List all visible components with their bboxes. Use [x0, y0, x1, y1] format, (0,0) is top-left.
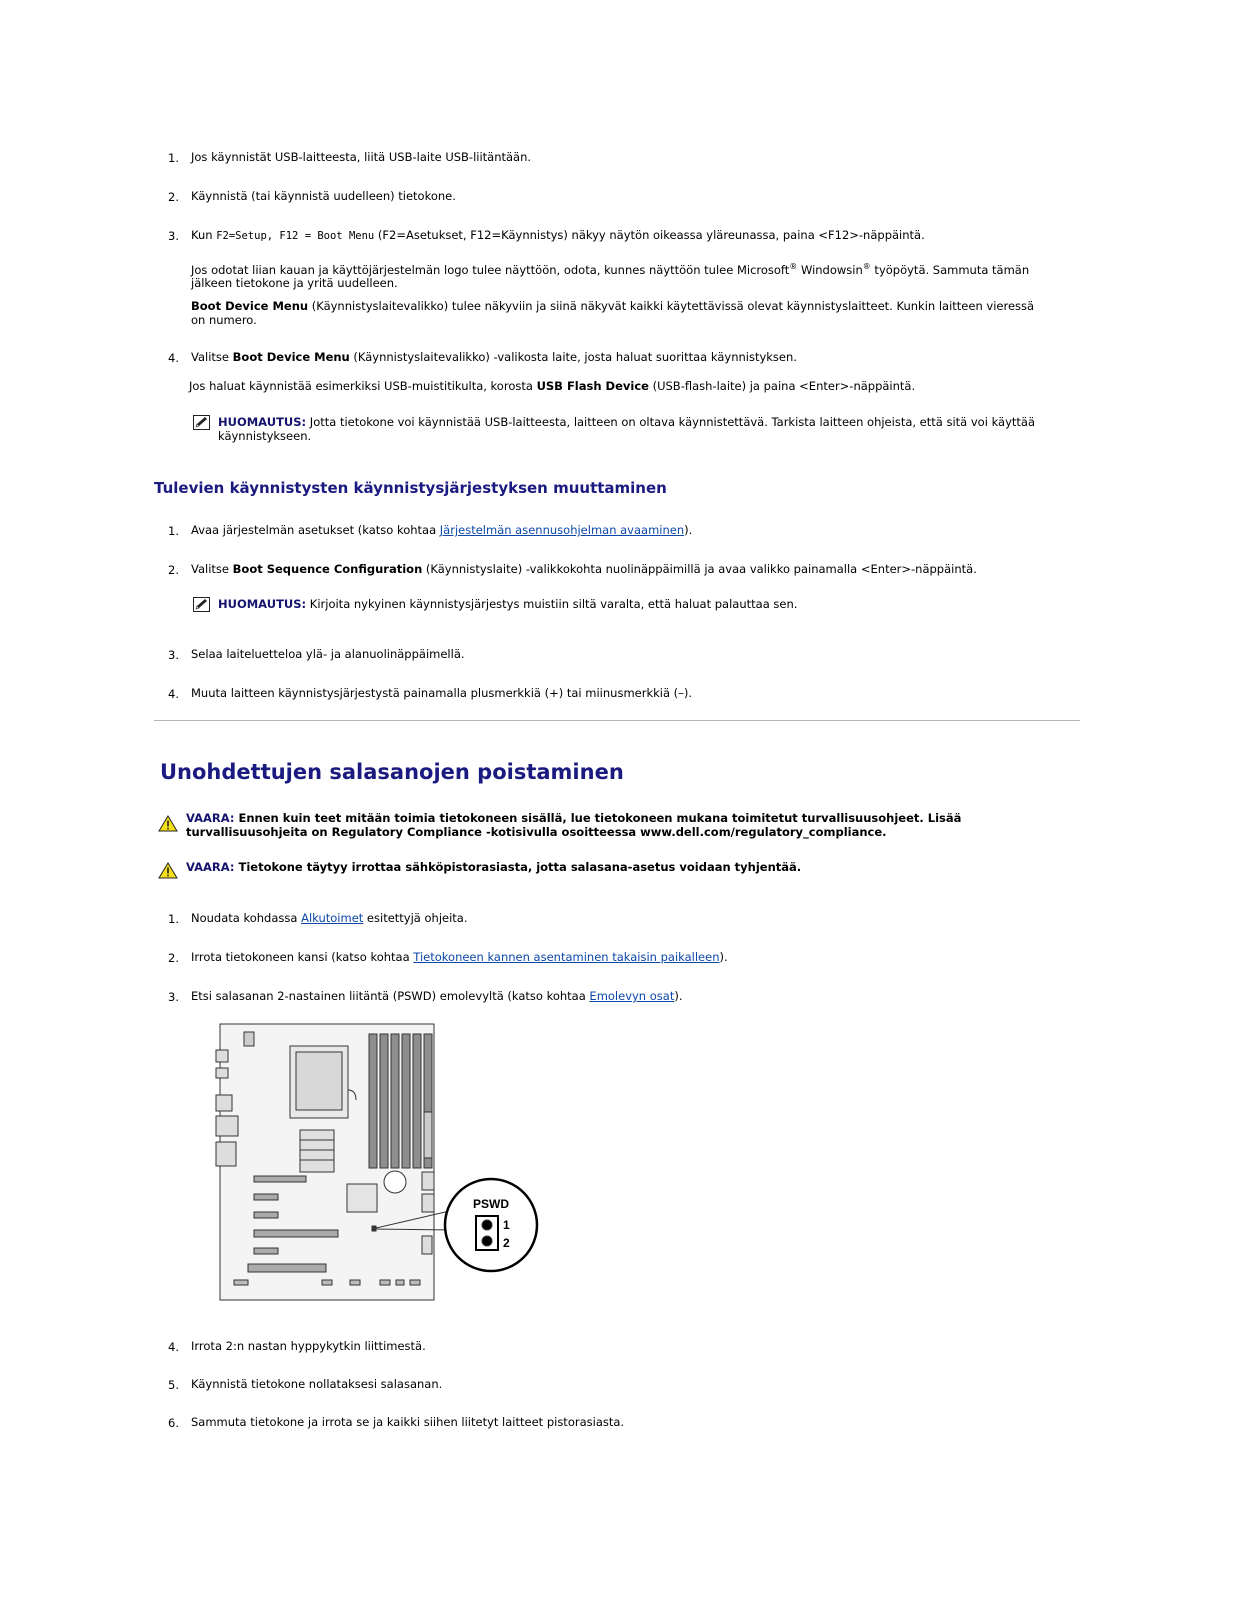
key-hint-code: F2=Setup, F12 = Boot Menu [216, 230, 375, 242]
list3-num-4: 4. [168, 1340, 179, 1354]
list2-item-4: Muuta laitteen käynnistysjärjestystä painamalla plusmerkkiä (+) tai miinusmerkkiä (–). [191, 686, 693, 700]
link-board-components[interactable]: Emolevyn osat [589, 989, 675, 1003]
list2-num-1: 1. [168, 524, 179, 538]
list3-item-1: Noudata kohdassa Alkutoimet esitettyjä ohjeita. [191, 911, 468, 925]
step4-paragraph: Jos haluat käynnistää esimerkiksi USB-muistitikulta, korosta USB Flash Device (USB-flash-laite) ja paina <Enter>-näppäintä. [189, 379, 916, 393]
list3-item-2: Irrota tietokoneen kansi (katso kohtaa Tietokoneen kannen asentaminen takaisin paikalleen). [191, 950, 728, 964]
list3-num-2: 2. [168, 951, 179, 965]
list1-num-1: 1. [168, 151, 179, 165]
section-subtitle: Tulevien käynnistysten käynnistysjärjestyksen muuttaminen [154, 479, 667, 497]
warning-unplug: VAARA: Tietokone täytyy irrottaa sähköpistorasiasta, jotta salasana-asetus voidaan tyhjentää. [186, 860, 802, 874]
warning-triangle-icon [158, 815, 178, 835]
list3-item-5: Käynnistä tietokone nollataksesi salasanan. [191, 1377, 443, 1391]
list2-num-3: 3. [168, 648, 179, 662]
link-before-you-begin[interactable]: Alkutoimet [301, 911, 364, 925]
motherboard-diagram [214, 1020, 549, 1305]
warning-safety: VAARA: Ennen kuin teet mitään toimia tietokoneen sisällä, lue tietokoneen mukana toimitetut turvallisuusohjeet. Lisää turvallisuusohjeita on Regulatory Compliance -kotisivulla osoitteessa www.dell.com/regulatory_compliance. [186, 811, 962, 839]
list2-item-1: Avaa järjestelmän asetukset (katso kohtaa Järjestelmän asennusohjelman avaaminen). [191, 523, 693, 537]
list3-num-5: 5. [168, 1378, 179, 1392]
list3-num-1: 1. [168, 912, 179, 926]
link-open-setup[interactable]: Järjestelmän asennusohjelman avaaminen [439, 523, 685, 537]
section-title: Unohdettujen salasanojen poistaminen [160, 760, 624, 784]
link-replace-cover[interactable]: Tietokoneen kannen asentaminen takaisin paikalleen [413, 950, 720, 964]
list3-num-3: 3. [168, 990, 179, 1004]
section-divider [154, 720, 1080, 721]
note-write-down-order: HUOMAUTUS: Kirjoita nykyinen käynnistysjärjestys muistiin siltä varalta, että haluat palauttaa sen. [218, 597, 798, 611]
list1-num-3: 3. [168, 229, 179, 243]
list3-item-6: Sammuta tietokone ja irrota se ja kaikki siihen liitetyt laitteet pistorasiasta. [191, 1415, 625, 1429]
pencil-note-icon [193, 415, 210, 433]
list1-item-4: Valitse Boot Device Menu (Käynnistyslaitevalikko) -valikosta laite, josta haluat suorittaa käynnistyksen. [191, 350, 797, 364]
pin-1-label: 1 [503, 1218, 510, 1232]
list2-item-2: Valitse Boot Sequence Configuration (Käynnistyslaite) -valikkokohta nuolinäppäimillä ja avaa valikko painamalla <Enter>-näppäintä. [191, 562, 977, 576]
list2-item-3: Selaa laiteluetteloa ylä- ja alanuolinäppäimellä. [191, 647, 465, 661]
list1-num-4: 4. [168, 351, 179, 365]
list2-num-4: 4. [168, 687, 179, 701]
list1-item-3: Kun F2=Setup, F12 = Boot Menu (F2=Asetukset, F12=Käynnistys) näkyy näytön oikeassa yläreunassa, paina <F12>-näppäintä. [191, 228, 925, 242]
list1-num-2: 2. [168, 190, 179, 204]
pswd-jumper-location [372, 1226, 376, 1231]
warning-triangle-icon [158, 862, 178, 882]
step3-paragraph-2: Boot Device Menu (Käynnistyslaitevalikko) tulee näkyviin ja siinä näkyvät kaikki käytettävissä olevat käynnistyslaitteet. Kunkin laitteen vieressä on numero. [191, 299, 1035, 327]
list3-num-6: 6. [168, 1416, 179, 1430]
list3-item-3: Etsi salasanan 2-nastainen liitäntä (PSWD) emolevyltä (katso kohtaa Emolevyn osat). [191, 989, 683, 1003]
step3-paragraph-1: Jos odotat liian kauan ja käyttöjärjestelmän logo tulee näyttöön, odota, kunnes näyttöön tulee Microsoft® Windowsin® työpöytä. Sammuta tämän jälkeen tietokone ja yritä uudelleen. [191, 262, 1030, 291]
list2-num-2: 2. [168, 563, 179, 577]
list1-item-1: Jos käynnistät USB-laitteesta, liitä USB-laite USB-liitäntään. [191, 150, 532, 164]
list1-item-2: Käynnistä (tai käynnistä uudelleen) tietokone. [191, 189, 456, 203]
list3-item-4: Irrota 2:n nastan hyppykytkin liittimestä. [191, 1339, 426, 1353]
pencil-note-icon [193, 597, 210, 615]
pin-2-label: 2 [503, 1236, 510, 1250]
note-usb-bootable: HUOMAUTUS: Jotta tietokone voi käynnistää USB-laitteesta, laitteen on oltava käynnistettävä. Tarkista laitteen ohjeista, että sitä voi käyttää käynnistykseen. [218, 415, 1035, 443]
pswd-callout-label: PSWD [473, 1197, 509, 1211]
